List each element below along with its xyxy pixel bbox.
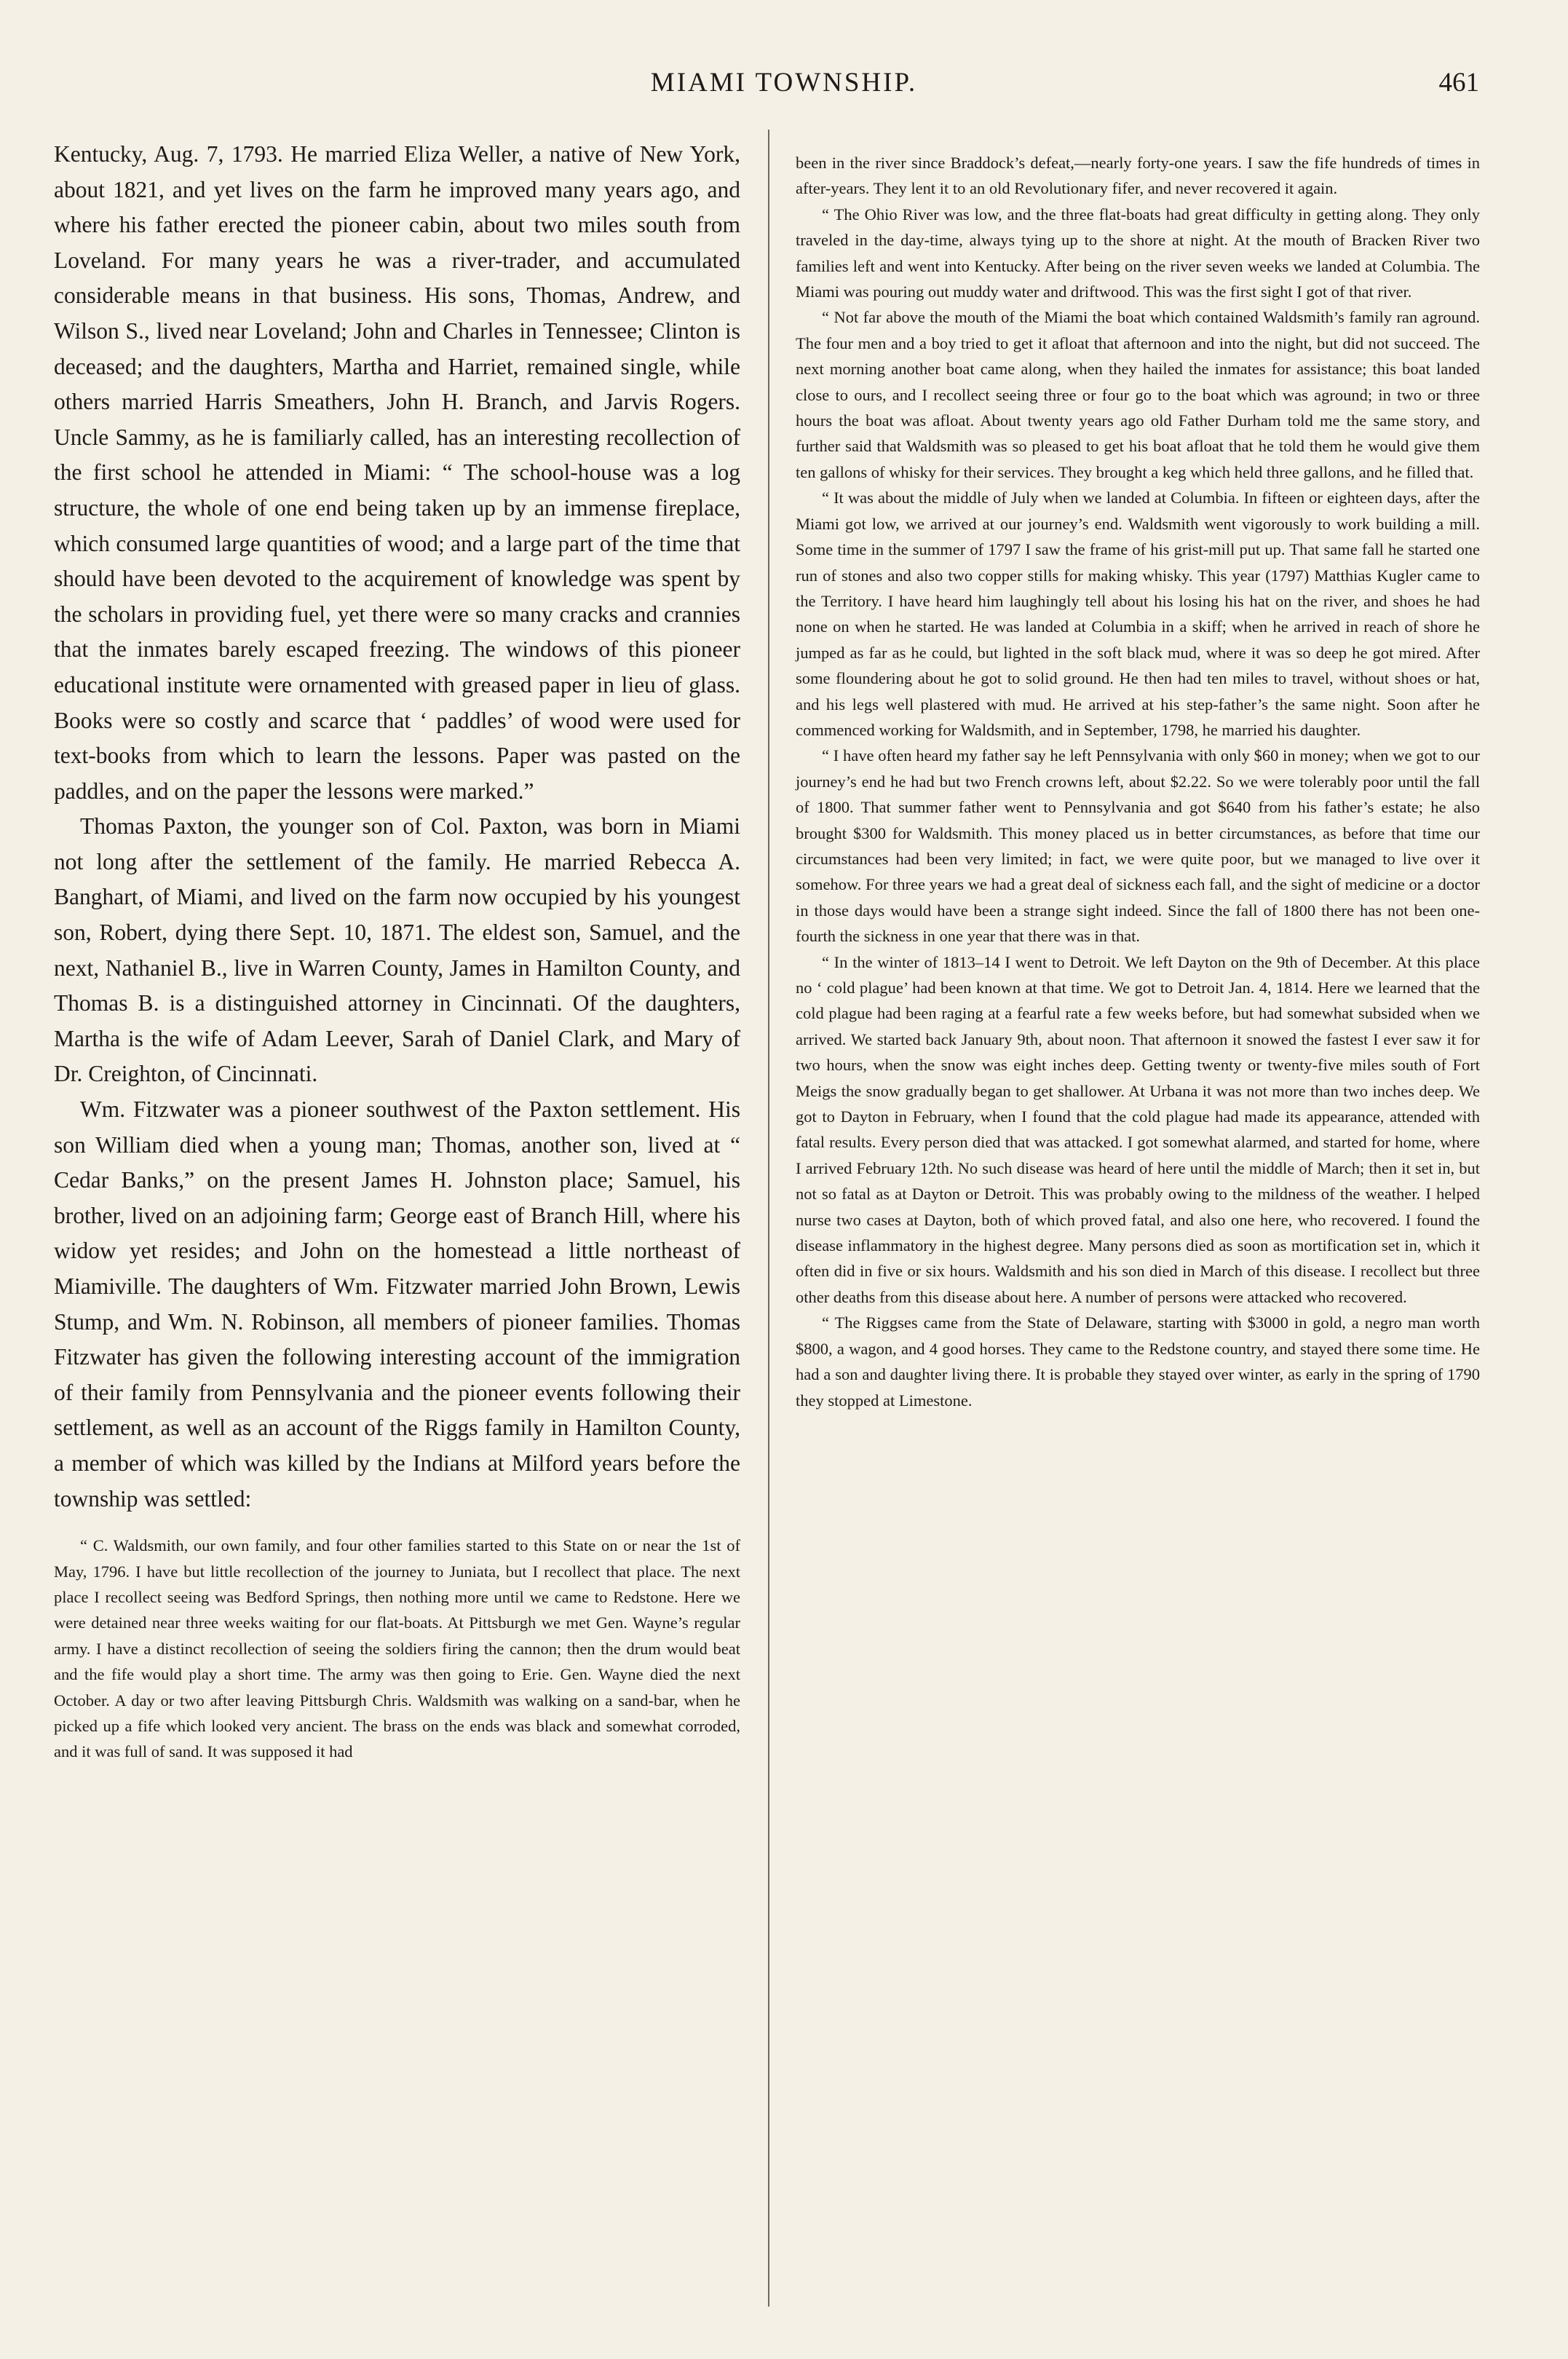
paragraph-father-money: “ I have often heard my father say he left Pennsylvania with only $60 in money; when we got to our journey’s end he had but two French crowns left, about $2.22. So we were tolerably poor until the fall of 1800. That summer father went to Pennsylvania and got $640 from his father’s estate; he also brought $300 for Waldsmith. This money placed us in better circumstances, as before that time our circumstances had been very limited; in fact, we were quite poor, but we managed to live over it somehow. For three years we had a great deal of sickness each fall, and the sight of medicine or a doctor in those days would have been a strange sight indeed. Since the fall of 1800 there has not been one-fourth the sickness in one year that there was in that. — [796, 746, 1480, 946]
paragraph-braddock-continued: been in the river since Braddock’s defeat,—nearly forty-one years. I saw the fife hundreds of times in after-years. They lent it to an old Revolutionary fifer, and never recovered it again. — [796, 154, 1480, 198]
right-column — [796, 150, 1480, 1413]
page-header — [0, 67, 1568, 111]
running-title: MIAMI TOWNSHIP. — [650, 68, 918, 98]
paragraph-kentucky: Kentucky, Aug. 7, 1793. He married Eliza Weller, a native of New York, about 1821, and yet lives on the farm he improved many years ago, and where his father erected the pioneer cabin, about two miles south from Loveland. For many years he was a river-trader, and accumulated considerable means in that business. His sons, Thomas, Andrew, and Wilson S., lived near Loveland; John and Charles in Tennessee; Clinton is deceased; and the daughters, Martha and Harriet, remained single, while others married Harris Smeathers, John H. Branch, and Jarvis Rogers. Uncle Sammy, as he is familiarly called, has an interesting recollection of the first school he attended in Miami: “ The school-house was a log structure, the whole of one end being taken up by an immense fireplace, which consumed large quantities of wood; and a large part of the time that should have been devoted to the acquirement of knowledge was spent by the scholars in providing fuel, yet there were so many cracks and crannies that the inmates barely escaped freezing. The windows of this pioneer educational institute were ornamented with greased paper in lieu of glass. Books were so costly and scarce that ‘ paddles’ of wood were used for text-books from which to learn the lessons. Paper was pasted on the paddles, and on the paper the lessons were marked.” — [54, 141, 740, 804]
paragraph-columbia-landing: “ It was about the middle of July when we landed at Columbia. In fifteen or eighteen days, after the Miami got low, we arrived at our journey’s end. Waldsmith went vigorously to work building a mill. Some time in the summer of 1797 I saw the frame of his grist-mill put up. That same fall he started one run of stones and also two copper stills for making whisky. This year (1797) Matthias Kugler came to the Territory. I have heard him laughingly tell about his losing his hat on the river, and shoes he had none on when he started. He was landed at Columbia in a skiff; when he arrived in reach of shore he jumped as far as he could, but lighted in the soft black mud, where it was so deep he got mired. After some floundering about he got to solid ground. He then had ten miles to travel, without shoes or hat, and his legs well plastered with mud. He arrived at his step-father’s the same night. Soon after he commenced working for Waldsmith, and in September, 1798, he married his daughter. — [796, 489, 1480, 739]
paragraph-thomas-paxton: Thomas Paxton, the younger son of Col. Paxton, was born in Miami not long after the settlement of the family. He married Rebecca A. Banghart, of Miami, and lived on the farm now occupied by his youngest son, Robert, dying there Sept. 10, 1871. The eldest son, Samuel, and the next, Nathaniel B., live in Warren County, James in Hamilton County, and Thomas B. is a distinguished attorney in Cincinnati. Of the daughters, Martha is the wife of Adam Leever, Sarah of Daniel Clark, and Mary of Dr. Creighton, of Cincinnati. — [54, 813, 740, 1087]
paragraph-wm-fitzwater: Wm. Fitzwater was a pioneer southwest of the Paxton settlement. His son William died when a young man; Thomas, another son, lived at “ Cedar Banks,” on the present James H. Johnston place; Samuel, his brother, lived on an adjoining farm; George east of Branch Hill, where his widow yet resides; and John on the homestead a little northeast of Miamiville. The daughters of Wm. Fitzwater married John Brown, Lewis Stump, and Wm. N. Robinson, all members of pioneer families. Thomas Fitzwater has given the following interesting account of the immigration of their family from Pennsylvania and the pioneer events following their settlement, as well as an account of the Riggs family in Hamilton County, a member of which was killed by the Indians at Milford years before the township was settled: — [54, 1096, 740, 1512]
paragraph-riggses: “ The Riggses came from the State of Delaware, starting with $3000 in gold, a negro man worth $800, a wagon, and 4 good horses. They came to the Redstone country, and stayed there some time. He had a son and daughter living there. It is probable they stayed over winter, as early in the spring of 1790 they stopped at Limestone. — [796, 1313, 1480, 1410]
page-number: 461 — [1438, 68, 1479, 98]
quote-block — [54, 1533, 740, 1765]
paragraph-detroit-winter: “ In the winter of 1813–14 I went to Detroit. We left Dayton on the 9th of December. At this place no ‘ cold plague’ had been known at that time. We got to Detroit Jan. 4, 1814. Here we learned that the cold plague had been raging at a fearful rate a few weeks before, but had somewhat subsided when we arrived. We started back January 9th, about noon. That afternoon it snowed the fastest I ever saw it for two hours, when the snow was eight inches deep. Getting twenty or twenty-five miles south of Fort Meigs the snow gradually began to get shallower. At Urbana it was not more than two inches deep. We got to Dayton in February, when I found that the cold plague had made its appearance, attended with fatal results. Every person died that was attacked. I got somewhat alarmed, and started for home, where I arrived February 12th. No such disease was heard of here until the middle of March; then it set in, but not so fatal as at Dayton or Detroit. This was probably owing to the mildness of the weather. I helped nurse two cases at Dayton, both of which proved fatal, and also one here, who recovered. I found the disease inflammatory in the highest degree. Many persons died as soon as mortification set in, which it often did in five or six hours. Waldsmith and his son died in March of this disease. I recollect but three other deaths from this disease about here. A number of persons were attacked who recovered. — [796, 952, 1480, 1306]
paragraph-boat-aground: “ Not far above the mouth of the Miami the boat which contained Waldsmith’s family ran aground. The four men and a boy tried to get it afloat that afternoon and into the night, but did not succeed. The next morning another boat came along, when they hailed the inmates for assistance; this boat landed close to ours, and I recollect seeing three or four go to the boat which was aground; in two or three hours the boat was afloat. About twenty years ago old Father Durham told me the same story, and further said that Waldsmith was so pleased to get his boat afloat that he told them he would give them ten gallons of whisky for their services. They brought a keg which held three gallons, and he filled that. — [796, 308, 1480, 481]
paragraph-ohio-river: “ The Ohio River was low, and the three flat-boats had great difficulty in getting along. They only traveled in the day-time, always tying up to the shore at night. At the mouth of Bracken River two families left and went into Kentucky. After being on the river seven weeks we landed at Columbia. The Miami was pouring out muddy water and driftwood. This was the first sight I got of that river. — [796, 205, 1480, 301]
left-column — [54, 137, 740, 1765]
column-divider — [768, 130, 769, 2307]
quote-waldsmith: “ C. Waldsmith, our own family, and four other families started to this State on or near the 1st of May, 1796. I have but little recollection of the journey to Juniata, but I recollect that place. The next place I recollect seeing was Bedford Springs, then nothing more until we came to Redstone. Here we were detained near three weeks waiting for our flat-boats. At Pittsburgh we met Gen. Wayne’s regular army. I have a distinct recollection of seeing the soldiers firing the cannon; then the drum would beat and the fife would play a short time. The army was then going to Erie. Gen. Wayne died the next October. A day or two after leaving Pittsburgh Chris. Waldsmith was walking on a sand-bar, when he picked up a fife which looked very ancient. The brass on the ends was black and somewhat corroded, and it was full of sand. It was supposed it had — [54, 1536, 740, 1761]
left-body-text — [54, 137, 740, 1517]
